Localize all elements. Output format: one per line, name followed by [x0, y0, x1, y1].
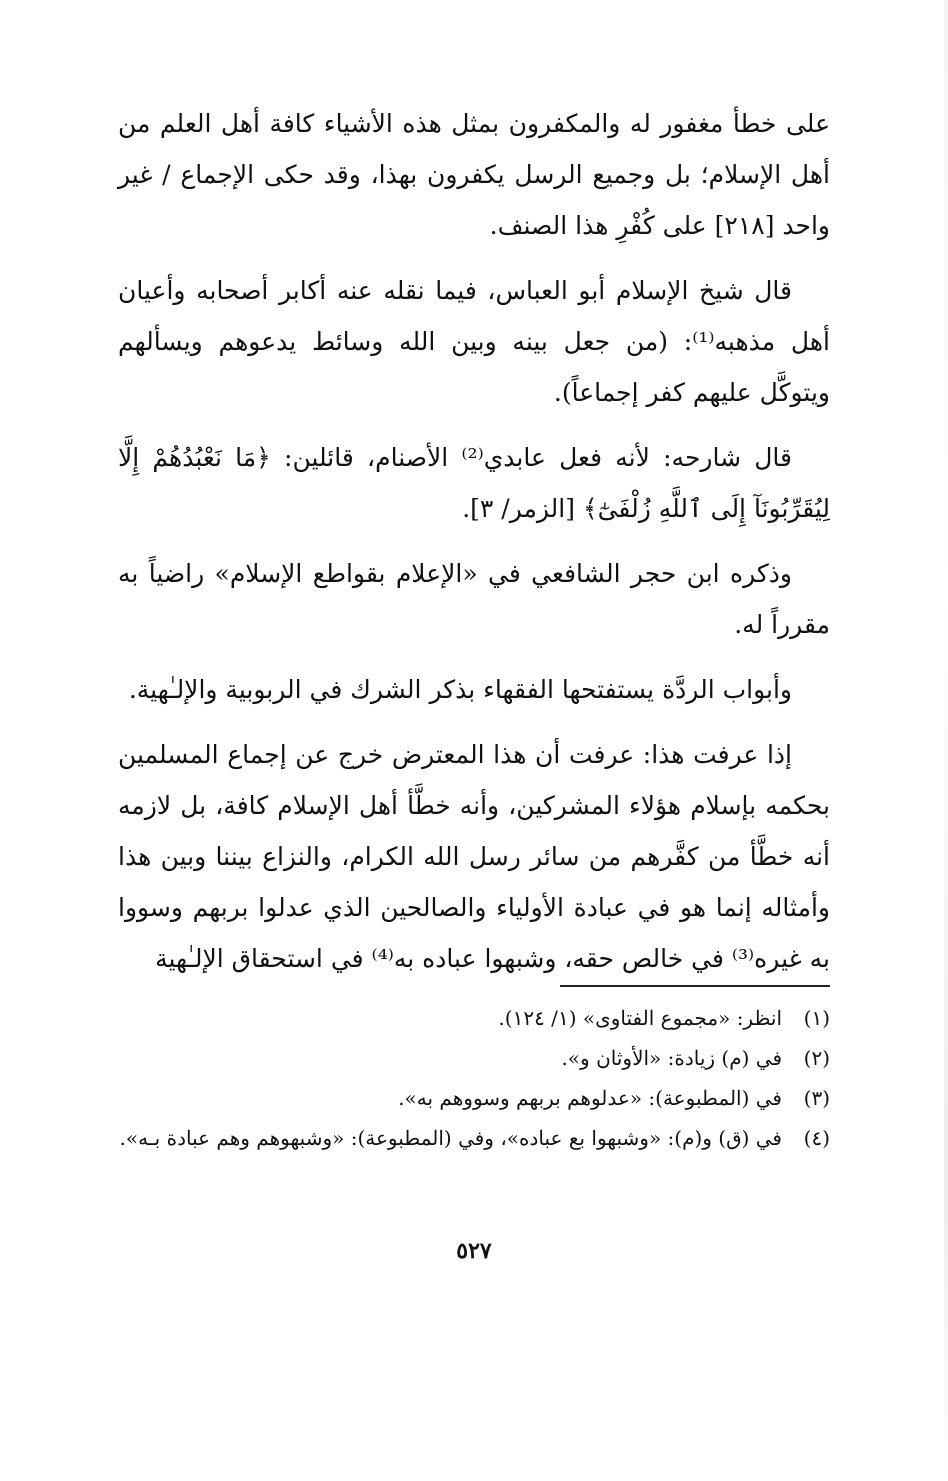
paragraph-5-text: وأبواب الردَّة يستفتحها الفقهاء بذكر الشرك في الربوبية والإلـٰهية.: [128, 675, 792, 704]
page-body: [118, 98, 830, 998]
paragraph-6: [118, 729, 830, 984]
page-number: ٥٢٧: [456, 1238, 492, 1264]
paragraph-2-text: قال شيخ الإسلام أبو العباس، فيما نقله عنه أكابر أصحابه وأعيان أهل مذهبه⁽¹⁾: (من جعل بينه وبين الله وسائط يدعوهم ويسألهم ويتوكَّل عليهم كفر إجماعاً).: [118, 276, 830, 407]
footnote-1: [118, 1000, 830, 1036]
footnote-4: [118, 1120, 830, 1156]
paragraph-3-text: قال شارحه: لأنه فعل عابدي⁽²⁾ الأصنام، قائلين: ﴿مَا نَعْبُدُهُمْ إِلَّا لِيُقَرِّبُونَآ إِلَى ٱللَّهِ زُلْفَىٰٓ﴾ [الزمر/ ٣].: [118, 443, 830, 523]
paragraph-5: [118, 664, 830, 715]
footnote-3-number: (٣): [803, 1086, 830, 1110]
paragraph-1: [118, 98, 830, 251]
footnote-3: [118, 1080, 830, 1116]
footnote-4-text: في (ق) و(م): «وشبهوا بع عباده»، وفي (المطبوعة): «وشبهوهم وهم عبادة بـه».: [119, 1126, 782, 1150]
footnote-4-number: (٤): [803, 1126, 830, 1150]
footnotes-section: [118, 1000, 830, 1160]
footnote-2-number: (٢): [803, 1046, 830, 1070]
footnote-divider: [560, 985, 830, 987]
paragraph-2: [118, 265, 830, 418]
paragraph-3: [118, 432, 830, 534]
footnote-1-text: انظر: «مجموع الفتاوى» (١/ ١٢٤).: [498, 1006, 782, 1030]
paragraph-4: [118, 548, 830, 650]
paragraph-4-text: وذكره ابن حجر الشافعي في «الإعلام بقواطع الإسلام» راضياً به مقرراً له.: [118, 559, 830, 639]
paragraph-1-text: على خطأ مغفور له والمكفرون بمثل هذه الأشياء كافة أهل العلم من أهل الإسلام؛ بل وجميع الرسل يكفرون بهذا، وقد حكى الإجماع / غير واحد [٢١٨] على كُفْرِ هذا الصنف.: [118, 109, 830, 240]
page-edge-shadow: [944, 0, 948, 1481]
footnote-3-text: في (المطبوعة): «عدلوهم بربهم وسووهم به».: [398, 1086, 782, 1110]
footnote-2-text: في (م) زيادة: «الأوثان و».: [561, 1046, 782, 1070]
footnote-2: [118, 1040, 830, 1076]
footnote-1-number: (١): [803, 1006, 830, 1030]
paragraph-6-text: إذا عرفت هذا: عرفت أن هذا المعترض خرج عن إجماع المسلمين بحكمه بإسلام هؤلاء المشركين، وأنه خطَّأ أهل الإسلام كافة، بل لازمه أنه خطَّأ من كفَّرهم من سائر رسل الله الكرام، والنزاع بيننا وبين هذا وأمثاله إنما هو في عبادة الأولياء والصالحين الذي عدلوا بربهم وسووا به غيره⁽³⁾ في خالص حقه، وشبهوا عباده به⁽⁴⁾ في استحقاق الإلـٰهية: [118, 740, 830, 973]
